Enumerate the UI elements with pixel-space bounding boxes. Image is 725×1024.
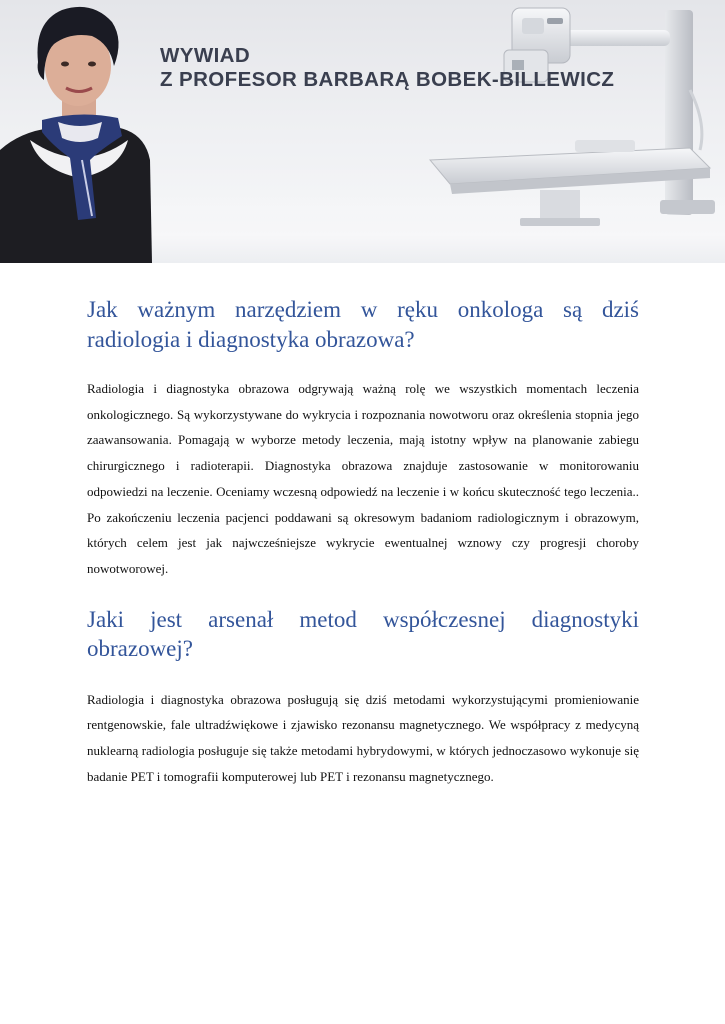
- question-heading-1: Jak ważnym narzędziem w ręku onkologa są dziś radiologia i diagnostyka obrazowa?: [87, 297, 639, 352]
- header-banner: [0, 0, 725, 263]
- banner-title-line-1: WYWIAD: [160, 44, 251, 67]
- interview-article: [87, 290, 639, 789]
- banner-title: [160, 44, 614, 92]
- banner-title-line-2: Z PROFESOR BARBARĄ BOBEK-BILLEWICZ: [160, 68, 615, 91]
- answer-paragraph-2: Radiologia i diagnostyka obrazowa posługują się dziś metodami wykorzystującymi promieniowanie rentgenowskie, fale ultradźwiękowe i zjawisko rezonansu magnetycznego. We współpracy z medycyną nuklearną radiologia posługuje się także metodami hybrydowymi, w których jednoczasowo wykonuje się badanie PET i tomografii komputerowej lub PET i rezonansu magnetycznego.: [87, 691, 639, 784]
- question-heading-2: Jaki jest arsenał metod współczesnej diagnostyki obrazowej?: [87, 606, 639, 662]
- answer-paragraph-1: Radiologia i diagnostyka obrazowa odgrywają ważną rolę we wszystkich momentach leczenia onkologicznego. Są wykorzystywane do wykrycia i rozpoznania nowotworu oraz określenia stopnia jego zaawansowania. Pomagają w wyborze metody leczenia, mają istotny wpływ na planowanie zabiegu chirurgicznego i radioterapii. Diagnostyka obrazowa znajduje zastosowanie w monitorowaniu odpowiedzi na leczenie. Oceniamy wczesną odpowiedź na leczenie i w końcu skuteczność tego leczenia.. Po zakończeniu leczenia pacjenci poddawani są okresowym badaniom radiologicznym i obrazowym, których celem jest jak najwcześniejsze wykrycie ewentualnej wznowy czy progresji choroby nowotworowej.: [87, 381, 639, 576]
- portrait-photo: [0, 0, 170, 263]
